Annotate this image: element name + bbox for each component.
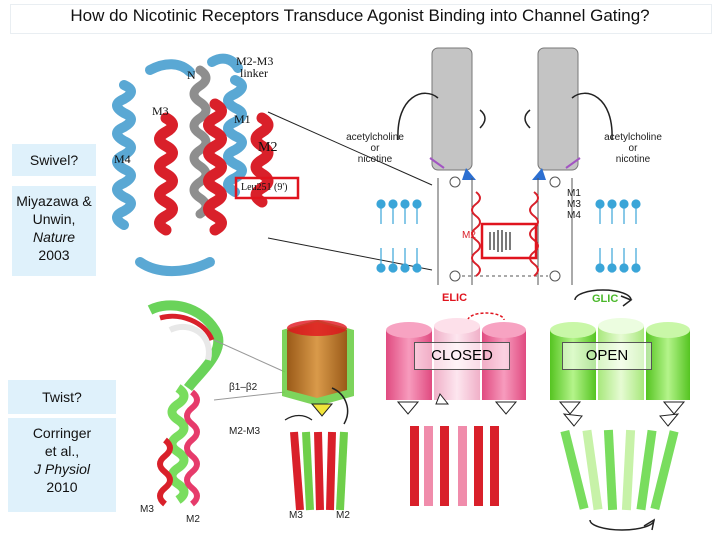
- agonist-left-line2: or: [370, 143, 380, 154]
- n-terminus-label: N: [187, 68, 196, 82]
- swivel-citation-box: [12, 186, 96, 276]
- agonist-label-left: [340, 132, 410, 165]
- leu251-label: Leu251 (9'): [241, 182, 288, 193]
- tm-helix-m1: M1: [567, 188, 581, 199]
- twist-schematic: [282, 320, 354, 510]
- tm-helix-list: [567, 188, 581, 221]
- swivel-label: Swivel?: [29, 152, 79, 168]
- twist-ribbon-structure: [135, 292, 285, 512]
- twist-label-box: [8, 380, 116, 414]
- swivel-citation-year: 2003: [38, 247, 70, 263]
- twist-citation-box: [8, 418, 116, 512]
- twist-citation-year: 2010: [46, 479, 78, 495]
- elic-label: ELIC: [442, 292, 468, 304]
- swivel-label-box: [12, 144, 96, 176]
- channel-m2-label: M2: [462, 230, 476, 241]
- agonist-left-line3: nicotine: [357, 154, 393, 165]
- swivel-citation-line1: Miyazawa &: [16, 193, 92, 209]
- open-state-label: OPEN: [562, 342, 652, 370]
- m1-helix-label: M1: [234, 112, 251, 126]
- swivel-citation-journal: Nature: [32, 229, 76, 245]
- twist-citation-journal: J Physiol: [33, 461, 91, 477]
- helix-ribbon-structure: [112, 48, 302, 284]
- agonist-right-line2: or: [628, 143, 638, 154]
- m4-helix-label: M4: [114, 152, 131, 166]
- twist-label: Twist?: [42, 389, 82, 405]
- m3-helix-label: M3: [152, 104, 169, 118]
- twist-citation-line1: Corringer: [32, 425, 92, 441]
- twist-m2-left-label: M2: [186, 514, 200, 525]
- agonist-right-line1: acetylcholine: [604, 132, 662, 143]
- b1b2-loop-label: β1–β2: [229, 382, 258, 393]
- closed-state-label: CLOSED: [414, 342, 510, 370]
- page-title: How do Nicotinic Receptors Transduce Agonist Binding into Channel Gating?: [70, 6, 650, 25]
- swivel-citation-line2: Unwin,: [32, 211, 76, 227]
- agonist-right-line3: nicotine: [615, 154, 651, 165]
- m2m3-loop-label: M2-M3: [229, 426, 261, 437]
- twist-m3-bottom-label: M3: [289, 510, 303, 521]
- m2m3-linker-label-1: M2-M3: [236, 54, 274, 68]
- glic-open-model: [550, 290, 690, 530]
- twist-m3-left-label: M3: [140, 504, 154, 515]
- m2-helix-label: M2: [258, 140, 278, 155]
- tm-helix-m4: M4: [567, 210, 581, 221]
- tm-helix-m3: M3: [567, 199, 581, 210]
- agonist-left-line1: acetylcholine: [346, 132, 404, 143]
- agonist-label-right: [597, 132, 669, 165]
- receptor-schematic: [377, 48, 640, 285]
- twist-citation-line2: et al.,: [44, 443, 80, 459]
- m2m3-linker-label-2: linker: [240, 66, 268, 80]
- glic-label: GLIC: [592, 293, 619, 305]
- twist-m2-bottom-label: M2: [336, 510, 350, 521]
